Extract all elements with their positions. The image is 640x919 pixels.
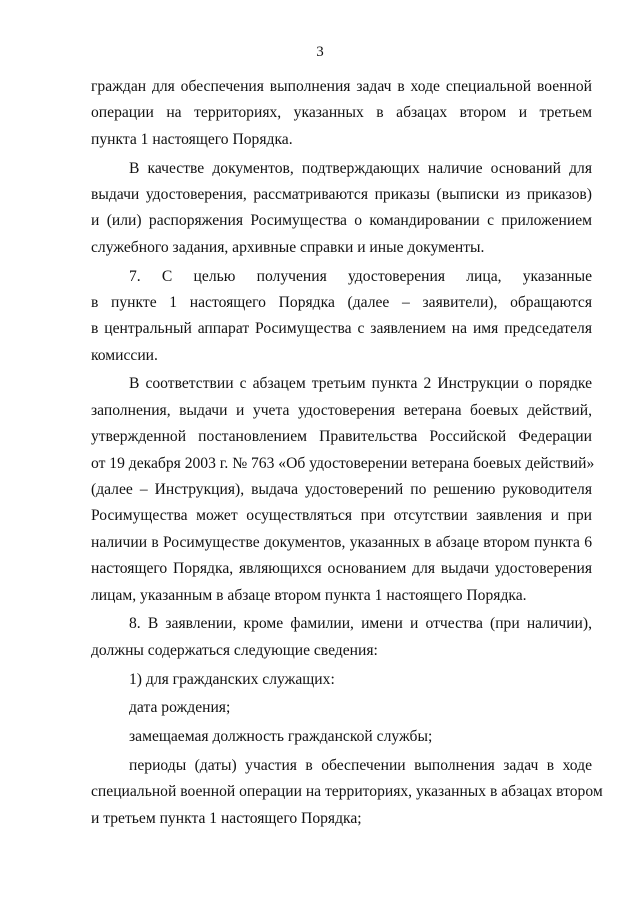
page-number: 3	[316, 44, 324, 60]
text-line: периоды (даты) участия в обеспечении выполнения задач в ходе	[129, 756, 592, 774]
text-line: и третьем пункта 1 настоящего Порядка;	[91, 809, 362, 827]
text-line: 8. В заявлении, кроме фамилии, имени и отчества (при наличии),	[129, 615, 592, 633]
text-line: пункта 1 настоящего Порядка.	[91, 130, 293, 148]
text-line: лицам, указанным в абзаце втором пункта 1 настоящего Порядка.	[91, 586, 527, 604]
text-line: (далее – Инструкция), выдача удостоверений по решению руководителя	[91, 481, 592, 499]
text-line: 1) для гражданских служащих:	[129, 670, 335, 688]
paragraph	[91, 724, 592, 750]
paragraph	[91, 156, 592, 262]
document-body	[91, 74, 603, 834]
text-line: должны содержаться следующие сведения:	[91, 641, 378, 659]
text-line: 7. С целью получения удостоверения лица, указанные	[129, 267, 592, 285]
text-line: В соответствии с абзацем третьим пункта 2 Инструкции о порядке	[129, 375, 592, 393]
text-line: утвержденной постановлением Правительства Российской Федерации	[91, 428, 592, 446]
text-line: заполнения, выдачи и учета удостоверения ветерана боевых действий,	[91, 401, 592, 419]
text-line: замещаемая должность гражданской службы;	[129, 728, 433, 746]
text-line: и (или) распоряжения Росимущества о командировании с приложением	[91, 212, 592, 230]
text-line: в центральный аппарат Росимущества с заявлением на имя председателя	[91, 320, 592, 338]
paragraph	[91, 74, 592, 153]
text-line: в пункте 1 настоящего Порядка (далее – заявители), обращаются	[91, 293, 592, 311]
text-line: операции на территориях, указанных в абзацах втором и третьем	[91, 104, 592, 122]
text-line: дата рождения;	[129, 699, 231, 717]
text-line: комиссии.	[91, 346, 158, 364]
text-line: В качестве документов, подтверждающих наличие оснований для	[129, 159, 592, 177]
text-line: граждан для обеспечения выполнения задач в ходе специальной военной	[91, 78, 592, 95]
paragraph	[91, 611, 592, 664]
text-line: настоящего Порядка, являющихся основанием для выдачи удостоверения	[91, 560, 592, 578]
text-line: служебного задания, архивные справки и иные документы.	[91, 238, 485, 256]
text-line: Росимущества может осуществляться при отсутствии заявления и при	[91, 507, 592, 525]
paragraph	[91, 371, 595, 609]
text-line: специальной военной операции на территориях, указанных в абзацах втором	[91, 783, 603, 801]
paragraph	[91, 753, 603, 832]
text-line: от 19 декабря 2003 г. № 763 «Об удостоверении ветерана боевых действий»	[91, 454, 595, 472]
text-line: выдачи удостоверения, рассматриваются приказы (выписки из приказов)	[91, 185, 592, 203]
paragraph	[91, 695, 592, 721]
paragraph	[91, 264, 592, 370]
text-line: наличии в Росимуществе документов, указанных в абзаце втором пункта 6	[91, 533, 592, 551]
paragraph	[91, 667, 592, 693]
